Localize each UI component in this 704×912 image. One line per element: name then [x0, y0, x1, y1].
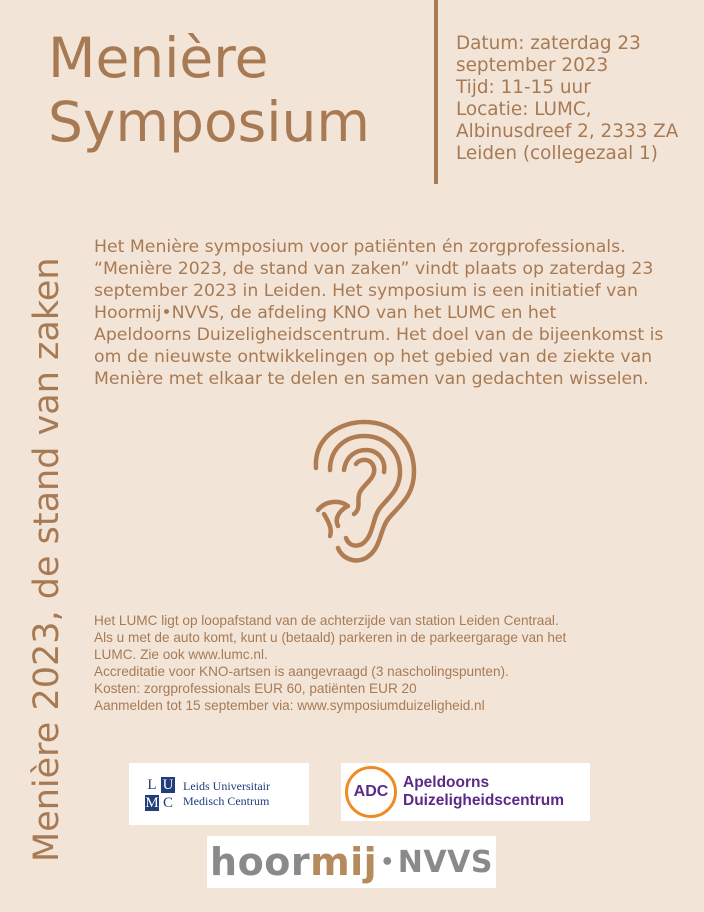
adc-emblem: ADC: [345, 766, 397, 818]
hoormij-hoor: hoor: [210, 840, 311, 884]
intro-line: Het Menière symposium voor patiënten én zorgprofessionals.: [94, 237, 626, 257]
title-line-1: Menière: [48, 26, 269, 90]
practical-info: [94, 612, 684, 714]
intro-line: “Menière 2023, de stand van zaken” vindt plaats op zaterdag 23: [94, 259, 654, 279]
hoormij-dot: •: [380, 849, 395, 875]
lumc-name-line-1: Leids Universitair: [183, 779, 270, 793]
practical-line: Accreditatie voor KNO-artsen is aangevraagd (3 nascholingspunten).: [94, 664, 509, 679]
details-line: Leiden (collegezaal 1): [456, 143, 658, 164]
lumc-logo: [129, 763, 309, 825]
page-title: [48, 26, 418, 154]
intro-line: Menière met elkaar te delen en samen van gedachten wisselen.: [94, 369, 649, 389]
lumc-letter-u: U: [162, 777, 174, 793]
intro-line: om de nieuwste ontwikkelingen op het gebied van de ziekte van: [94, 347, 653, 367]
adc-logo: [341, 763, 590, 821]
lumc-letter-m: M: [145, 795, 159, 811]
practical-line: Aanmelden tot 15 september via: www.symposiumduizeligheid.nl: [94, 698, 485, 713]
practical-line: LUMC. Zie ook www.lumc.nl.: [94, 647, 268, 662]
lumc-name: [183, 779, 270, 809]
practical-line: Kosten: zorgprofessionals EUR 60, patiënten EUR 20: [94, 681, 417, 696]
lumc-letter-l: L: [147, 777, 157, 793]
lumc-letter-c: C: [162, 795, 173, 811]
hoormij-nvvs: NVVS: [397, 844, 493, 880]
hoormij-nvvs-logo: [207, 836, 496, 888]
intro-line: Apeldoorns Duizeligheidscentrum. Het doel van de bijeenkomst is: [94, 325, 664, 345]
details-line: september 2023: [456, 55, 609, 76]
intro-line: september 2023 in Leiden. Het symposium is een initiatief van: [94, 281, 638, 301]
title-line-2: Symposium: [48, 90, 370, 154]
vertical-divider: [434, 0, 438, 184]
details-line: Datum: zaterdag 23: [456, 33, 641, 54]
hoormij-mij: mij: [310, 840, 378, 884]
ear-icon: [304, 418, 420, 564]
intro-line: Hoormij•NVVS, de afdeling KNO van het LUMC en het: [94, 303, 557, 323]
details-line: Locatie: LUMC,: [456, 99, 592, 120]
details-line: Tijd: 11-15 uur: [456, 77, 591, 98]
adc-name-line-1: Apeldoorns: [403, 774, 490, 791]
details-line: Albinusdreef 2, 2333 ZA: [456, 121, 679, 142]
practical-line: Als u met de auto komt, kunt u (betaald) parkeren in de parkeergarage van het: [94, 630, 567, 645]
intro-paragraph: [94, 236, 694, 390]
adc-name: [403, 774, 564, 810]
adc-name-line-2: Duizeligheidscentrum: [403, 792, 565, 809]
event-details: [456, 33, 696, 165]
lumc-name-line-2: Medisch Centrum: [183, 794, 270, 808]
lumc-monogram: [145, 777, 175, 811]
vertical-subtitle: Menière 2023, de stand van zaken: [27, 257, 67, 862]
practical-line: Het LUMC ligt op loopafstand van de achterzijde van station Leiden Centraal.: [94, 613, 559, 628]
